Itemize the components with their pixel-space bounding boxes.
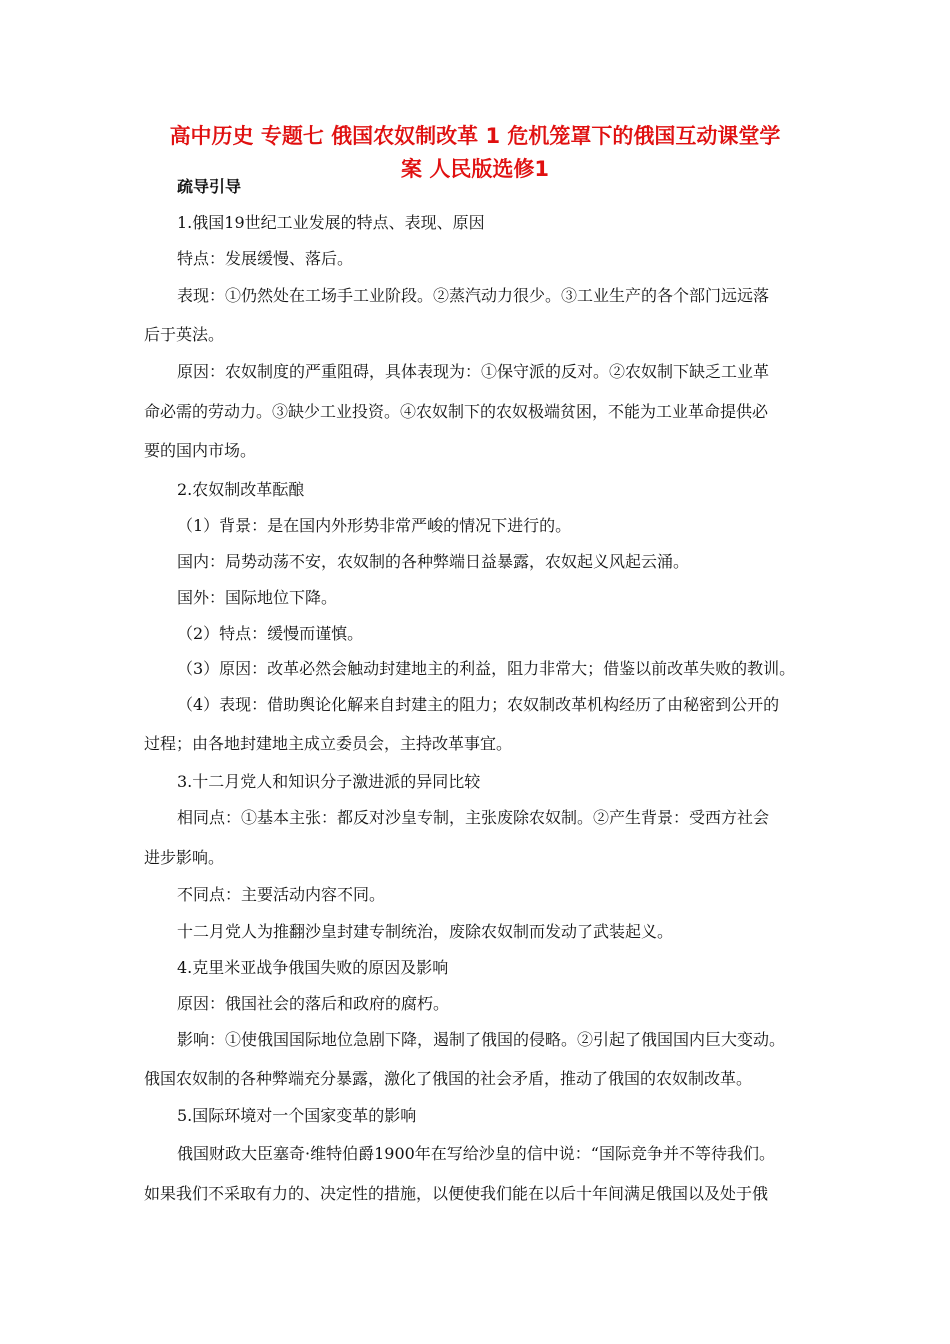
paragraph-line: 3.十二月党人和知识分子激进派的异同比较 bbox=[177, 772, 481, 791]
paragraph-line: 命必需的劳动力。③缺少工业投资。④农奴制下的农奴极端贫困，不能为工业革命提供必 bbox=[144, 402, 769, 421]
paragraph-line: 不同点：主要活动内容不同。 bbox=[177, 885, 386, 904]
paragraph-line: 十二月党人为推翻沙皇封建专制统治，废除农奴制而发动了武装起义。 bbox=[177, 922, 674, 941]
paragraph-line: 特点：发展缓慢、落后。 bbox=[177, 249, 354, 268]
paragraph-line: 国外：国际地位下降。 bbox=[177, 588, 338, 607]
paragraph-line: 原因：俄国社会的落后和政府的腐朽。 bbox=[177, 994, 450, 1013]
paragraph-line: 相同点：①基本主张：都反对沙皇专制，主张废除农奴制。②产生背景：受西方社会 bbox=[177, 808, 770, 827]
paragraph-line: （3）原因：改革必然会触动封建地主的利益，阻力非常大；借鉴以前改革失败的教训。 bbox=[177, 659, 796, 678]
paragraph-line: （1）背景：是在国内外形势非常严峻的情况下进行的。 bbox=[177, 516, 572, 535]
section-heading: 疏导引导 bbox=[177, 177, 242, 196]
paragraph-line: 4.克里米亚战争俄国失败的原因及影响 bbox=[177, 958, 449, 977]
title-line-1: 高中历史 专题七 俄国农奴制改革 1 危机笼罩下的俄国互动课堂学 bbox=[169, 124, 781, 148]
title-line-2: 案 人民版选修1 bbox=[401, 157, 549, 181]
paragraph-line: 要的国内市场。 bbox=[144, 441, 257, 460]
paragraph-line: 2.农奴制改革酝酿 bbox=[177, 480, 305, 499]
paragraph-line: 进步影响。 bbox=[144, 848, 225, 867]
paragraph-line: 俄国财政大臣塞奇·维特伯爵1900年在写给沙皇的信中说：“国际竞争并不等待我们。 bbox=[177, 1144, 775, 1163]
paragraph-line: （2）特点：缓慢而谨慎。 bbox=[177, 624, 364, 643]
paragraph-line: 国内：局势动荡不安，农奴制的各种弊端日益暴露，农奴起义风起云涌。 bbox=[177, 552, 690, 571]
paragraph-line: （4）表现：借助舆论化解来自封建主的阻力；农奴制改革机构经历了由秘密到公开的 bbox=[177, 695, 780, 714]
paragraph-line: 俄国农奴制的各种弊端充分暴露，激化了俄国的社会矛盾，推动了俄国的农奴制改革。 bbox=[144, 1069, 753, 1088]
paragraph-line: 过程；由各地封建地主成立委员会，主持改革事宜。 bbox=[144, 734, 513, 753]
paragraph-line: 后于英法。 bbox=[144, 325, 225, 344]
paragraph-line: 影响：①使俄国国际地位急剧下降，遏制了俄国的侵略。②引起了俄国国内巨大变动。 bbox=[177, 1030, 786, 1049]
paragraph-line: 1.俄国19世纪工业发展的特点、表现、原因 bbox=[177, 213, 485, 232]
paragraph-line: 如果我们不采取有力的、决定性的措施，以便使我们能在以后十年间满足俄国以及处于俄 bbox=[144, 1184, 769, 1203]
paragraph-line: 5.国际环境对一个国家变革的影响 bbox=[177, 1106, 417, 1125]
paragraph-line: 原因：农奴制度的严重阻碍，具体表现为：①保守派的反对。②农奴制下缺乏工业革 bbox=[177, 362, 770, 381]
paragraph-line: 表现：①仍然处在工场手工业阶段。②蒸汽动力很少。③工业生产的各个部门远远落 bbox=[177, 286, 770, 305]
